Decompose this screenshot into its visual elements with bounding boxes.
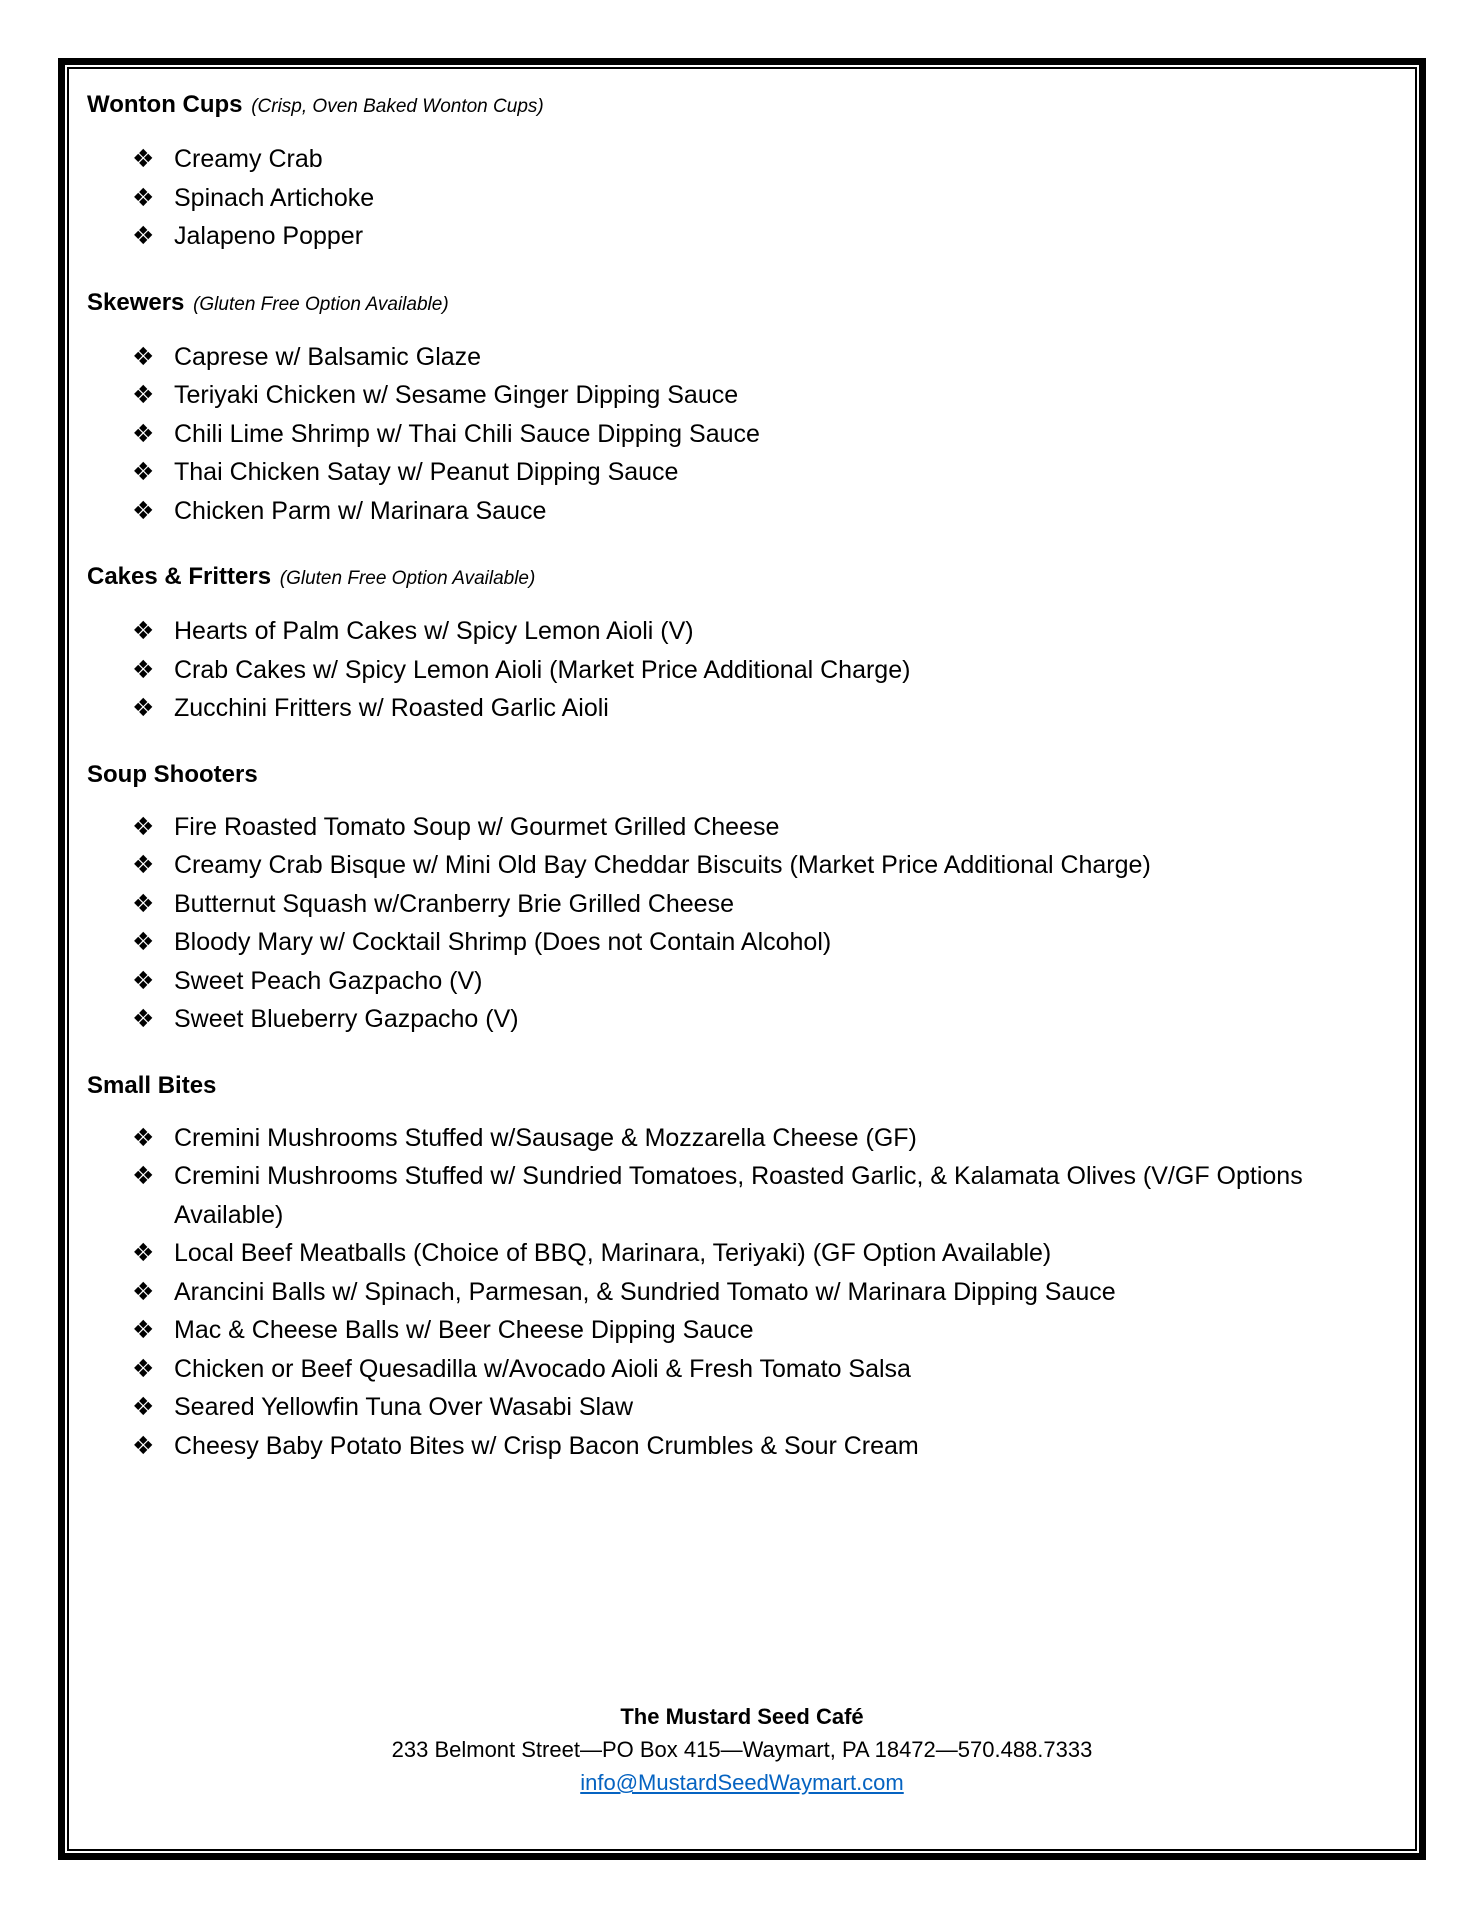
section-title: Soup Shooters xyxy=(87,760,258,788)
menu-item-text: Sweet Peach Gazpacho (V) xyxy=(174,966,483,995)
section-note: (Crisp, Oven Baked Wonton Cups) xyxy=(251,96,544,117)
menu-item-text: Caprese w/ Balsamic Glaze xyxy=(174,342,482,371)
diamond-bullet-icon: ❖ xyxy=(132,966,155,995)
menu-item-text: Hearts of Palm Cakes w/ Spicy Lemon Aioli (V) xyxy=(174,617,694,645)
menu-item xyxy=(132,492,1387,531)
menu-item-list xyxy=(87,808,1387,1039)
menu-item-text: Jalapeno Popper xyxy=(174,222,364,250)
diamond-bullet-icon: ❖ xyxy=(132,851,155,879)
section-title: Skewers xyxy=(87,288,185,316)
menu-item-text: Teriyaki Chicken w/ Sesame Ginger Dipping Sauce xyxy=(174,381,739,409)
section-heading xyxy=(87,758,1387,792)
section-heading xyxy=(87,88,1387,124)
diamond-bullet-icon: ❖ xyxy=(132,381,155,409)
cafe-name: The Mustard Seed Café xyxy=(620,1704,864,1729)
menu-item xyxy=(132,1234,1387,1273)
menu-item xyxy=(132,689,1387,728)
diamond-bullet-icon: ❖ xyxy=(132,1123,155,1152)
menu-item xyxy=(132,1157,1387,1234)
diamond-bullet-icon: ❖ xyxy=(132,1239,155,1267)
diamond-bullet-icon: ❖ xyxy=(132,1277,155,1306)
menu-item-text: Zucchini Fritters w/ Roasted Garlic Aioli xyxy=(174,694,609,722)
diamond-bullet-icon: ❖ xyxy=(132,458,155,486)
diamond-bullet-icon: ❖ xyxy=(132,1005,155,1033)
menu-item xyxy=(132,1350,1387,1389)
menu-item xyxy=(132,140,1387,179)
menu-item-text: Chili Lime Shrimp w/ Thai Chili Sauce Dipping Sauce xyxy=(174,419,760,448)
diamond-bullet-icon: ❖ xyxy=(132,419,155,448)
menu-item-text: Mac & Cheese Balls w/ Beer Cheese Dipping Sauce xyxy=(174,1316,754,1344)
menu-item xyxy=(132,415,1387,454)
menu-item xyxy=(132,338,1387,377)
diamond-bullet-icon: ❖ xyxy=(132,617,155,645)
diamond-bullet-icon: ❖ xyxy=(132,1316,155,1344)
diamond-bullet-icon: ❖ xyxy=(132,655,155,684)
section-note: (Gluten Free Option Available) xyxy=(193,293,449,315)
section-heading xyxy=(87,286,1387,322)
menu-item-text: Arancini Balls w/ Spinach, Parmesan, & Sundried Tomato w/ Marinara Dipping Sauce xyxy=(174,1277,1116,1306)
section-title: Small Bites xyxy=(87,1071,217,1099)
diamond-bullet-icon: ❖ xyxy=(132,496,155,525)
menu-item-text: Chicken Parm w/ Marinara Sauce xyxy=(174,496,547,525)
menu-item-list xyxy=(87,612,1387,728)
menu-item xyxy=(132,1273,1387,1312)
menu-item-text: Seared Yellowfin Tuna Over Wasabi Slaw xyxy=(174,1393,634,1421)
footer xyxy=(69,1700,1415,1799)
diamond-bullet-icon: ❖ xyxy=(132,1162,155,1190)
menu-item-list xyxy=(87,1119,1387,1466)
menu-item xyxy=(132,1311,1387,1350)
menu-item-text: Fire Roasted Tomato Soup w/ Gourmet Grilled Cheese xyxy=(174,812,780,841)
diamond-bullet-icon: ❖ xyxy=(132,145,155,173)
diamond-bullet-icon: ❖ xyxy=(132,812,155,841)
menu-item-text: Sweet Blueberry Gazpacho (V) xyxy=(174,1005,519,1033)
section-heading xyxy=(87,560,1387,596)
menu-item-text: Butternut Squash w/Cranberry Brie Grilled Cheese xyxy=(174,889,734,918)
menu-item-text: Creamy Crab xyxy=(174,145,323,173)
diamond-bullet-icon: ❖ xyxy=(132,183,155,212)
menu-item-text: Spinach Artichoke xyxy=(174,183,375,212)
menu-item-text: Thai Chicken Satay w/ Peanut Dipping Sauce xyxy=(174,458,679,486)
menu-item-text: Crab Cakes w/ Spicy Lemon Aioli (Market Price Additional Charge) xyxy=(174,655,911,684)
diamond-bullet-icon: ❖ xyxy=(132,222,155,250)
diamond-bullet-icon: ❖ xyxy=(132,889,155,918)
menu-item xyxy=(132,453,1387,492)
menu-item xyxy=(132,179,1387,218)
cafe-address: 233 Belmont Street—PO Box 415—Waymart, PA 18472—570.488.7333 xyxy=(391,1737,1093,1762)
menu-item xyxy=(132,217,1387,256)
diamond-bullet-icon: ❖ xyxy=(132,1431,155,1460)
menu-section xyxy=(87,560,1387,728)
menu-item xyxy=(132,651,1387,690)
menu-section xyxy=(87,286,1387,531)
section-heading xyxy=(87,1069,1387,1103)
menu-item xyxy=(132,846,1387,885)
menu-item-text: Cremini Mushrooms Stuffed w/ Sundried Tomatoes, Roasted Garlic, & Kalamata Olives (V/GF Options Available) xyxy=(174,1162,1303,1229)
menu-item xyxy=(132,885,1387,924)
menu-item xyxy=(132,923,1387,962)
menu-section xyxy=(87,1069,1387,1466)
email-link[interactable]: info@MustardSeedWaymart.com xyxy=(580,1770,904,1795)
section-title: Cakes & Fritters xyxy=(87,563,272,590)
menu-item xyxy=(132,1427,1387,1466)
section-title: Wonton Cups xyxy=(87,91,243,118)
menu-item-text: Cheesy Baby Potato Bites w/ Crisp Bacon Crumbles & Sour Cream xyxy=(174,1431,919,1460)
menu-section xyxy=(87,758,1387,1039)
menu-item xyxy=(132,1388,1387,1427)
menu-section xyxy=(87,88,1387,256)
menu-item xyxy=(132,808,1387,847)
diamond-bullet-icon: ❖ xyxy=(132,928,155,956)
menu-item xyxy=(132,962,1387,1001)
menu-item-text: Bloody Mary w/ Cocktail Shrimp (Does not Contain Alcohol) xyxy=(174,928,832,956)
menu-item-text: Creamy Crab Bisque w/ Mini Old Bay Cheddar Biscuits (Market Price Additional Charge) xyxy=(174,851,1151,879)
menu-item xyxy=(132,1000,1387,1039)
section-note: (Gluten Free Option Available) xyxy=(279,568,536,589)
diamond-bullet-icon: ❖ xyxy=(132,694,155,722)
menu-content xyxy=(87,88,1387,1495)
menu-item-text: Chicken or Beef Quesadilla w/Avocado Aioli & Fresh Tomato Salsa xyxy=(174,1354,911,1383)
diamond-bullet-icon: ❖ xyxy=(132,342,155,371)
menu-item xyxy=(132,612,1387,651)
menu-item xyxy=(132,376,1387,415)
menu-item xyxy=(132,1119,1387,1158)
menu-item-text: Cremini Mushrooms Stuffed w/Sausage & Mozzarella Cheese (GF) xyxy=(174,1123,917,1152)
menu-item-list xyxy=(87,140,1387,256)
menu-item-text: Local Beef Meatballs (Choice of BBQ, Marinara, Teriyaki) (GF Option Available) xyxy=(174,1239,1052,1267)
diamond-bullet-icon: ❖ xyxy=(132,1393,155,1421)
diamond-bullet-icon: ❖ xyxy=(132,1354,155,1383)
menu-item-list xyxy=(87,338,1387,531)
